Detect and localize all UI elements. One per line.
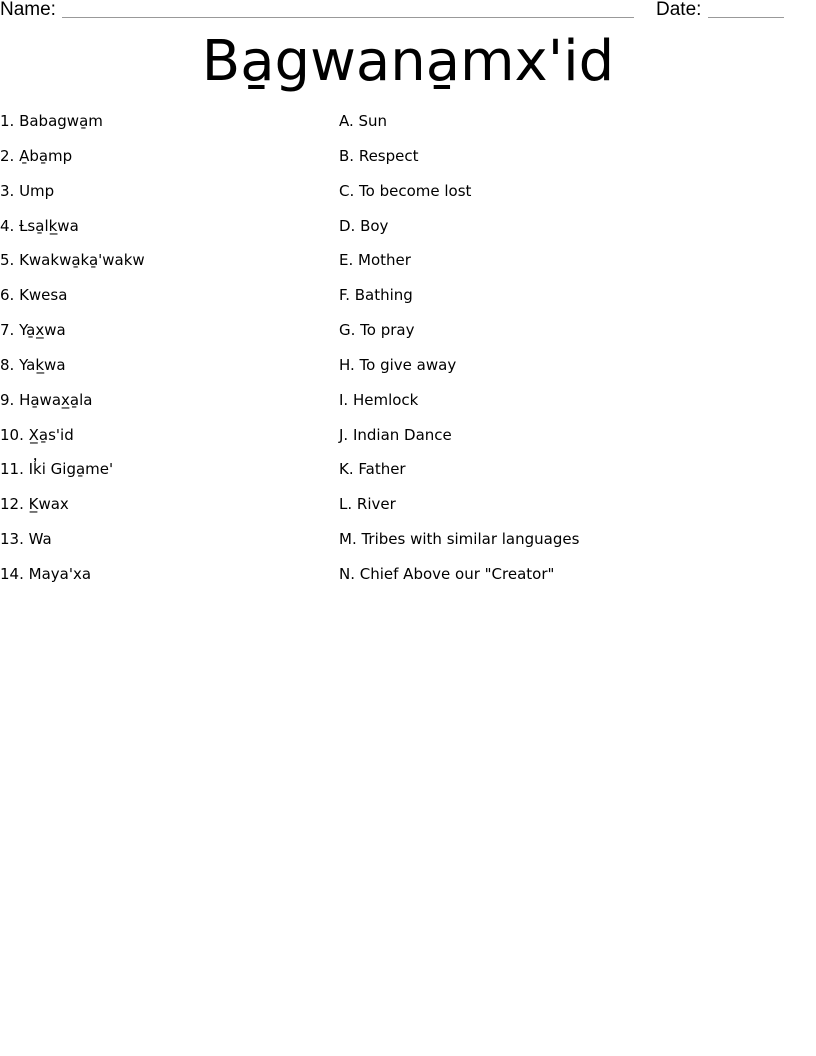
definition: H. To give away: [339, 355, 457, 374]
match-row: [0, 147, 816, 182]
match-row: [0, 460, 816, 495]
definition: L. River: [339, 495, 396, 514]
definition: J. Indian Dance: [339, 425, 452, 444]
definition: K. Father: [339, 460, 406, 479]
term: 11. Ik̓i Giga̱me': [0, 460, 114, 479]
term: 3. Ump: [0, 181, 55, 200]
definition: M. Tribes with similar languages: [339, 530, 580, 549]
term: 7. Ya̱x̲wa: [0, 321, 66, 340]
date-label: Date:: [656, 0, 702, 20]
term: 9. Ha̱wax̲a̱la: [0, 390, 93, 409]
definition: E. Mother: [339, 251, 411, 270]
worksheet-header: [0, 0, 816, 24]
match-row: [0, 321, 816, 356]
definition: C. To become lost: [339, 181, 472, 200]
match-row: [0, 495, 816, 530]
match-row: [0, 112, 816, 147]
term: 13. Wa: [0, 530, 52, 549]
date-blank-line: [708, 17, 784, 18]
matching-list: [0, 112, 816, 600]
match-row: [0, 286, 816, 321]
definition: B. Respect: [339, 146, 419, 165]
definition: F. Bathing: [339, 286, 413, 305]
match-row: [0, 251, 816, 286]
term: 10. X̲a̱s'id: [0, 425, 74, 444]
term: 1. Babagwa̱m: [0, 112, 103, 130]
name-label: Name:: [0, 0, 56, 20]
definition: A. Sun: [339, 112, 388, 130]
definition: I. Hemlock: [339, 390, 419, 409]
term: 5. Kwakwa̱ka̱'wakw: [0, 251, 145, 270]
term: 2. A̱ba̱mp: [0, 146, 73, 165]
term: 4. Ƚsa̱lk̲wa: [0, 216, 79, 235]
match-row: [0, 530, 816, 565]
match-row: [0, 391, 816, 426]
match-row: [0, 356, 816, 391]
match-row: [0, 182, 816, 217]
name-blank-line: [62, 17, 634, 18]
definition: D. Boy: [339, 216, 389, 235]
definition: N. Chief Above our "Creator": [339, 564, 555, 583]
definition: G. To pray: [339, 321, 415, 340]
match-row: [0, 565, 816, 600]
term: 14. Maya'xa: [0, 564, 92, 583]
term: 12. K̲wax: [0, 495, 69, 514]
term: 8. Yak̲wa: [0, 355, 66, 374]
match-row: [0, 217, 816, 252]
term: 6. Kwesa: [0, 286, 68, 305]
page-title: Ba̱gwana̱mx'id: [201, 29, 615, 94]
match-row: [0, 426, 816, 461]
